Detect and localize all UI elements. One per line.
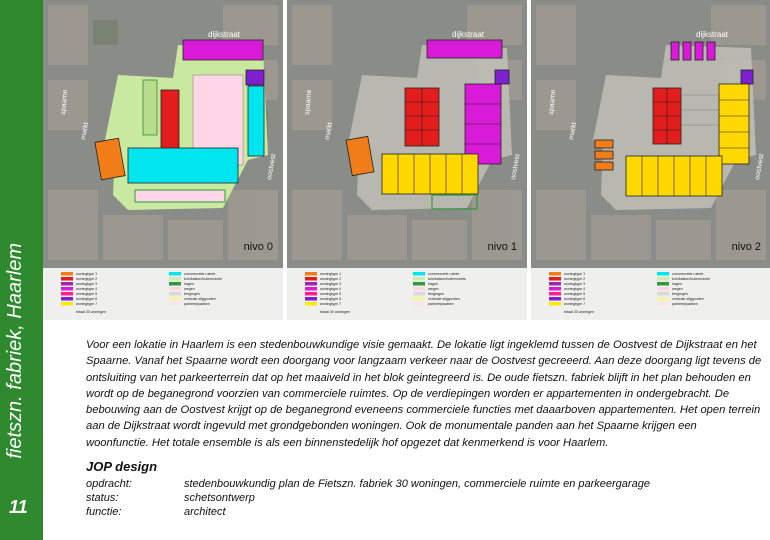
level-label: nivo 0 (243, 241, 273, 253)
legend-label: woningtype 1 (564, 272, 586, 276)
legend-label: woningtype 6 (564, 297, 586, 301)
legend-label: verticale stijgpunten (184, 297, 216, 301)
legend-label: woningtype 3 (320, 282, 342, 286)
level-label: nivo 1 (487, 241, 517, 253)
legend-label: wegen (672, 287, 683, 291)
legend-label: bergingen (184, 292, 200, 296)
legend (287, 268, 527, 320)
legend-swatches (43, 268, 283, 320)
legend-label: woningtype 2 (76, 277, 98, 281)
legend-label: woningtype 7 (564, 302, 586, 306)
page-number: 11 (9, 497, 28, 517)
legend-label: tuin/balkon/buitenruimte (672, 277, 711, 281)
legend-label: woningtype 5 (320, 292, 342, 296)
street-labels-level-0 (43, 0, 283, 268)
legend-label: woningtype 3 (76, 282, 98, 286)
legend-swatches (287, 268, 527, 320)
legend-label: parkeerplaatsen (428, 302, 454, 306)
legend-label: hagen (672, 282, 682, 286)
legend-label: commerciele ruimte (428, 272, 460, 276)
info-label: functie: (86, 506, 122, 518)
street-labels-level-1 (287, 0, 527, 268)
street-label-oostvest: oostvest (266, 153, 278, 181)
legend-label: woningtype 6 (76, 297, 98, 301)
street-label-markt: markt (568, 121, 579, 141)
project-office-title: JOP design (86, 459, 158, 474)
street-label-spaarne: spaarne (548, 89, 558, 116)
legend-label: woningtype 2 (320, 277, 342, 281)
legend-label: woningtype 6 (320, 297, 342, 301)
legend-label: woningtype 3 (564, 282, 586, 286)
street-label-dijkstraat: dijkstraat (452, 30, 485, 39)
street-label-spaarne: spaarne (60, 89, 70, 116)
street-label-oostvest: oostvest (510, 153, 522, 181)
legend (43, 268, 283, 320)
legend-label: hagen (428, 282, 438, 286)
legend-label: tuin/balkon/buitenruimte (184, 277, 223, 281)
legend-swatches (531, 268, 770, 320)
street-label-dijkstraat: dijkstraat (208, 30, 241, 39)
street-label-oostvest: oostvest (754, 153, 766, 181)
legend-label: wegen (184, 287, 195, 291)
legend-label: commerciele ruimte (672, 272, 704, 276)
legend (531, 268, 770, 320)
info-value: stedenbouwkundig plan de Fietszn. fabriek 30 woningen, commerciele ruimte en parkeergarage (184, 478, 650, 490)
sidebar-title: fietszn. fabriek, Haarlem (4, 243, 26, 459)
legend-label: parkeerplaatsen (184, 302, 210, 306)
legend-label: woningtype 5 (76, 292, 98, 296)
legend-label: woningtype 7 (76, 302, 98, 306)
legend-label: bergingen (672, 292, 688, 296)
legend-label: woningtype 1 (320, 272, 342, 276)
level-label: nivo 2 (731, 241, 761, 253)
info-value: architect (184, 506, 226, 518)
legend-label: tuin/balkon/buitenruimte (428, 277, 467, 281)
info-label: status: (86, 492, 119, 504)
street-label-dijkstraat: dijkstraat (696, 30, 729, 39)
project-description: Voor een lokatie in Haarlem is een stedenbouwkundige visie gemaakt. De lokatie ligt ingeklemd tussen de Oostvest de Dijkstraat en het Spaarne. Vanaf het Spaarne wordt een doorgang voor langzaam verkeer naar de Oostvest gecreeerd. Aan deze doorgang ligt tevens de ontsluiting van het parkeerterrein dat op het maaiveld in het blok geintegreerd is. De oude fietszn. fabriek blijft in het plan behouden en wordt op de beganegrond voorzien van commerciele ruimtes. Op de verdiepingen worden er appartementen in ondergebracht. De bebouwing aan de Oostvest krijgt op de beganegrond eveneens commerciele functies met daaarboven appartementen. Het open terrein aan de Dijkstraat wordt ingevuld met grondgebonden woningen. Ook de monumentale panden aan het Spaarne krijgen een woonfunctie. Het totale ensemble is als een binnenstedelijk hof opgezet dat kenmerkend is voor Haarlem. (86, 339, 762, 449)
legend-label: wegen (428, 287, 439, 291)
legend-label: bergingen (428, 292, 444, 296)
street-label-markt: markt (324, 121, 335, 141)
legend-label: woningtype 4 (564, 287, 586, 291)
legend-label: woningtype 7 (320, 302, 342, 306)
legend-label: woningtype 5 (564, 292, 586, 296)
street-label-spaarne: spaarne (304, 89, 314, 116)
street-label-markt: markt (80, 121, 91, 141)
info-value: schetsontwerp (184, 492, 255, 504)
legend-label: woningtype 1 (76, 272, 98, 276)
legend-label: parkeerplaatsen (672, 302, 698, 306)
info-label: opdracht: (86, 478, 132, 490)
sidebar (0, 0, 43, 540)
legend-total: totaal 30 woningen (320, 310, 351, 314)
legend-label: verticale stijgpunten (428, 297, 460, 301)
legend-total: totaal 30 woningen (564, 310, 595, 314)
legend-label: verticale stijgpunten (672, 297, 704, 301)
street-labels-level-2 (531, 0, 770, 268)
legend-label: commerciele ruimte (184, 272, 216, 276)
legend-total: totaal 30 woningen (76, 310, 107, 314)
legend-label: woningtype 4 (320, 287, 342, 291)
legend-label: woningtype 4 (76, 287, 98, 291)
legend-label: hagen (184, 282, 194, 286)
legend-label: woningtype 2 (564, 277, 586, 281)
